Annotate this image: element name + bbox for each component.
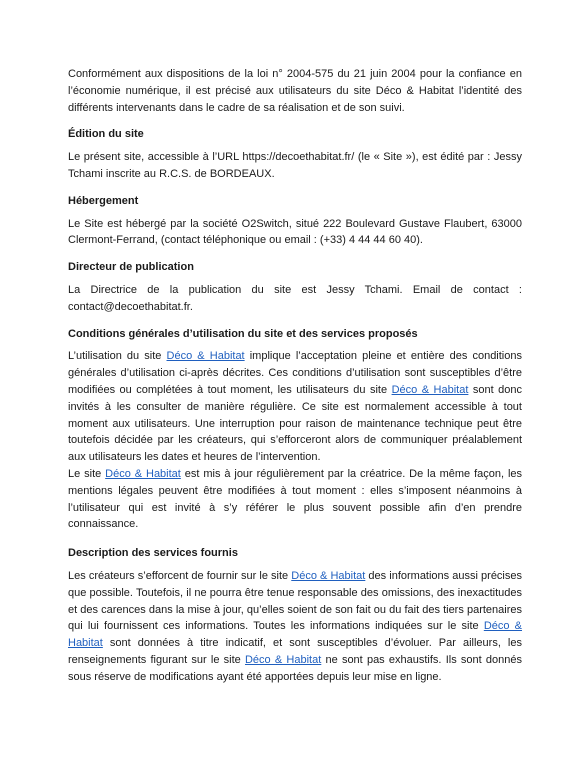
cgu-text-1: L’utilisation du site	[68, 350, 167, 363]
cgu-text-5: Le site	[68, 467, 106, 480]
cgu-text-6: est mis à jour régulièrement par la créatrice. De la même façon, les mentions légales peuvent être modifiées à tout moment : elles s’imposent néanmoins à l’utilisateur qui est invité à s’y référer le plus souvent possible afin d’en prendre connaissance.	[68, 467, 523, 531]
services-text-2: des informations aussi précises que possible. Toutefois, il ne pourra être tenue responsable des omissions, des inexactitudes et des carences dans la mise à jour, qu’elles soient de son fait ou du fait des tiers partenaires qui lui fournissent ces informations. Toutes les informations indiquées sur le site	[68, 569, 522, 633]
intro-paragraph: Conformément aux dispositions de la loi n° 2004-575 du 21 juin 2004 pour la confiance en l’économie numérique, il est précisé aux utilisateurs du site Déco & Habitat l’identité des différents intervenants dans le cadre de sa réalisation et de son suivi.	[68, 68, 522, 114]
hosting-heading: Hébergement	[68, 194, 139, 207]
director-paragraph: La Directrice de la publication du site est Jessy Tchami. Email de contact : contact@decoethabitat.fr.	[68, 283, 522, 313]
site-link[interactable]: Déco & Habitat	[68, 620, 522, 650]
cgu-text-2: implique l’acceptation pleine et entière des conditions générales d’utilisation ci-après décrites. Ces conditions d’utilisation sont susceptibles d’être modifiées ou complétées à tout moment, les utilisateurs du site	[68, 350, 522, 396]
services-text-4: ne sont pas exhaustifs. Ils sont donnés sous réserve de modifications ayant été apportées depuis leur mise en ligne.	[68, 653, 522, 683]
site-link[interactable]: Déco & Habitat	[391, 383, 469, 396]
services-heading: Description des services fournis	[68, 547, 238, 560]
site-link[interactable]: Déco & Habitat	[291, 569, 366, 582]
services-text-3: sont données à titre indicatif, et sont susceptibles d’évoluer. Par ailleurs, les renseignements figurant sur le site	[68, 637, 522, 666]
services-paragraph	[68, 568, 522, 686]
hosting-paragraph: Le Site est hébergé par la société O2Switch, situé 222 Boulevard Gustave Flaubert, 63000 Clermont-Ferrand, (contact téléphonique ou email : (+33) 4 44 44 60 40).	[68, 217, 522, 247]
cgu-body	[68, 348, 522, 533]
edition-paragraph: Le présent site, accessible à l’URL https://decoethabitat.fr/ (le « Site »), est édité par : Jessy Tchami inscrite au R.C.S. de BORDEAUX.	[68, 151, 522, 180]
cgu-text-3: sont donc invités à les consulter de manière régulière.	[68, 383, 523, 413]
services-text-1: Les créateurs s’efforcent de fournir sur le site	[68, 569, 292, 582]
director-heading: Directeur de publication	[68, 261, 194, 274]
site-link[interactable]: Déco & Habitat	[105, 467, 181, 480]
legal-notice-page	[68, 66, 522, 693]
site-link[interactable]: Déco & Habitat	[166, 350, 245, 363]
cgu-heading: Conditions générales d’utilisation du site et des services proposés	[68, 327, 418, 340]
site-link[interactable]: Déco & Habitat	[244, 653, 322, 666]
edition-heading: Édition du site	[68, 128, 144, 141]
cgu-text-4: Ce site est normalement accessible à tout moment aux utilisateurs. Une interruption pour raison de maintenance technique peut être toutefois décidée par les créateurs, qui s’efforceront alors de communiquer préalablement aux utilisateurs les dates et heures de l’intervention.	[68, 400, 522, 464]
